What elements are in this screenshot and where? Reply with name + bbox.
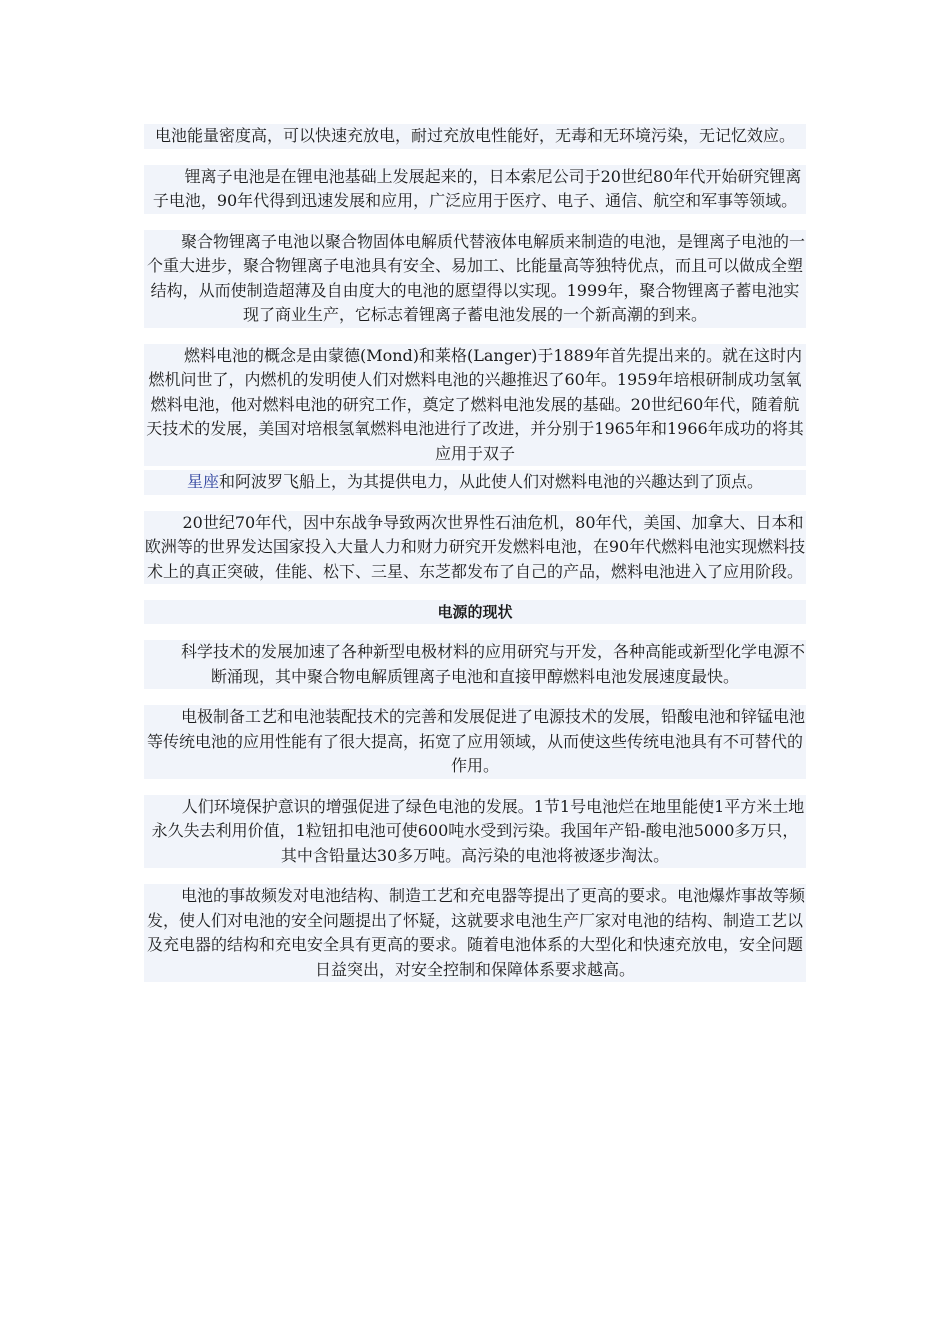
paragraph-polymer-li-ion bbox=[144, 230, 806, 328]
paragraph-text: 电池的事故频发对电池结构、制造工艺和充电器等提出了更高的要求。电池爆炸事故等频发，使人们对电池的安全问题提出了怀疑，这就要求电池生产厂家对电池的结构、制造工艺以及充电器的结构和充电安全具有更高的要求。随着电池体系的大型化和快速充放电，安全问题日益突出，对安全控制和保障体系要求越高。 bbox=[146, 886, 805, 979]
paragraph-text: 电池能量密度高，可以快速充放电，耐过充放电性能好，无毒和无环境污染，无记忆效应。 bbox=[154, 126, 795, 145]
section-heading: 电源的现状 bbox=[144, 600, 806, 624]
paragraph-manufacturing bbox=[144, 705, 806, 779]
paragraph-green-battery bbox=[144, 795, 806, 869]
paragraph-battery-safety bbox=[144, 884, 806, 982]
paragraph-fuel-cell-1970s bbox=[144, 511, 806, 585]
paragraph-text: 电极制备工艺和电池装配技术的完善和发展促进了电源技术的发展，铅酸电池和锌锰电池等传统电池的应用性能有了很大提高，拓宽了应用领域，从而使这些传统电池具有不可替代的作用。 bbox=[146, 707, 805, 775]
paragraph-text: 燃料电池的概念是由蒙德(Mond)和莱格(Langer)于1889年首先提出来的。就在这时内燃机问世了，内燃机的发明使人们对燃料电池的兴趣推迟了60年。1959年培根研制成功氢氧燃料电池，他对燃料电池的研究工作，奠定了燃料电池发展的基础。20世纪60年代，随着航天技术的发展，美国对培根氢氧燃料电池进行了改进，并分别于1965年和1966年成功的将其应用于双子 bbox=[146, 345, 804, 463]
paragraph-text: 和阿波罗飞船上，为其提供电力，从此使人们对燃料电池的兴趣达到了顶点。 bbox=[219, 472, 764, 491]
paragraph-fuel-cell-link bbox=[144, 470, 806, 495]
paragraph-text: 人们环境保护意识的增强促进了绿色电池的发展。1节1号电池烂在地里能使1平方米土地永久失去利用价值，1粒钮扣电池可使600吨水受到污染。我国年产铅-酸电池5000多万只，其中含铅量达30多万吨。高污染的电池将被逐步淘汰。 bbox=[151, 796, 805, 865]
paragraph-intro-continued bbox=[144, 124, 806, 149]
paragraph-text: 科学技术的发展加速了各种新型电极材料的应用研究与开发，各种高能或新型化学电源不断涌现，其中聚合物电解质锂离子电池和直接甲醇燃料电池发展速度最快。 bbox=[180, 642, 805, 686]
paragraph-fuel-cell-history bbox=[144, 344, 806, 467]
document-page bbox=[144, 124, 806, 998]
paragraph-li-ion-battery bbox=[144, 165, 806, 214]
paragraph-text: 锂离子电池是在锂电池基础上发展起来的，日本索尼公司于20世纪80年代开始研究锂离子电池，90年代得到迅速发展和应用，广泛应用于医疗、电子、通信、航空和军事等领域。 bbox=[152, 166, 802, 210]
paragraph-text: 聚合物锂离子电池以聚合物固体电解质代替液体电解质来制造的电池，是锂离子电池的一个重大进步，聚合物锂离子电池具有安全、易加工、比能量高等独特优点，而且可以做成全塑结构，从而使制造超薄及自由度大的电池的愿望得以实现。1999年，聚合物锂离子蓄电池实现了商业生产，它标志着锂离子蓄电池发展的一个新高潮的到来。 bbox=[146, 231, 805, 324]
paragraph-text: 20世纪70年代，因中东战争导致两次世界性石油危机，80年代，美国、加拿大、日本和欧洲等的世界发达国家投入大量人力和财力研究开发燃料电池，在90年代燃料电池实现燃料技术上的真正突破，佳能、松下、三星、东芝都发布了自己的产品，燃料电池进入了应用阶段。 bbox=[144, 512, 806, 581]
constellation-link[interactable]: 星座 bbox=[186, 472, 219, 491]
paragraph-new-materials bbox=[144, 640, 806, 689]
